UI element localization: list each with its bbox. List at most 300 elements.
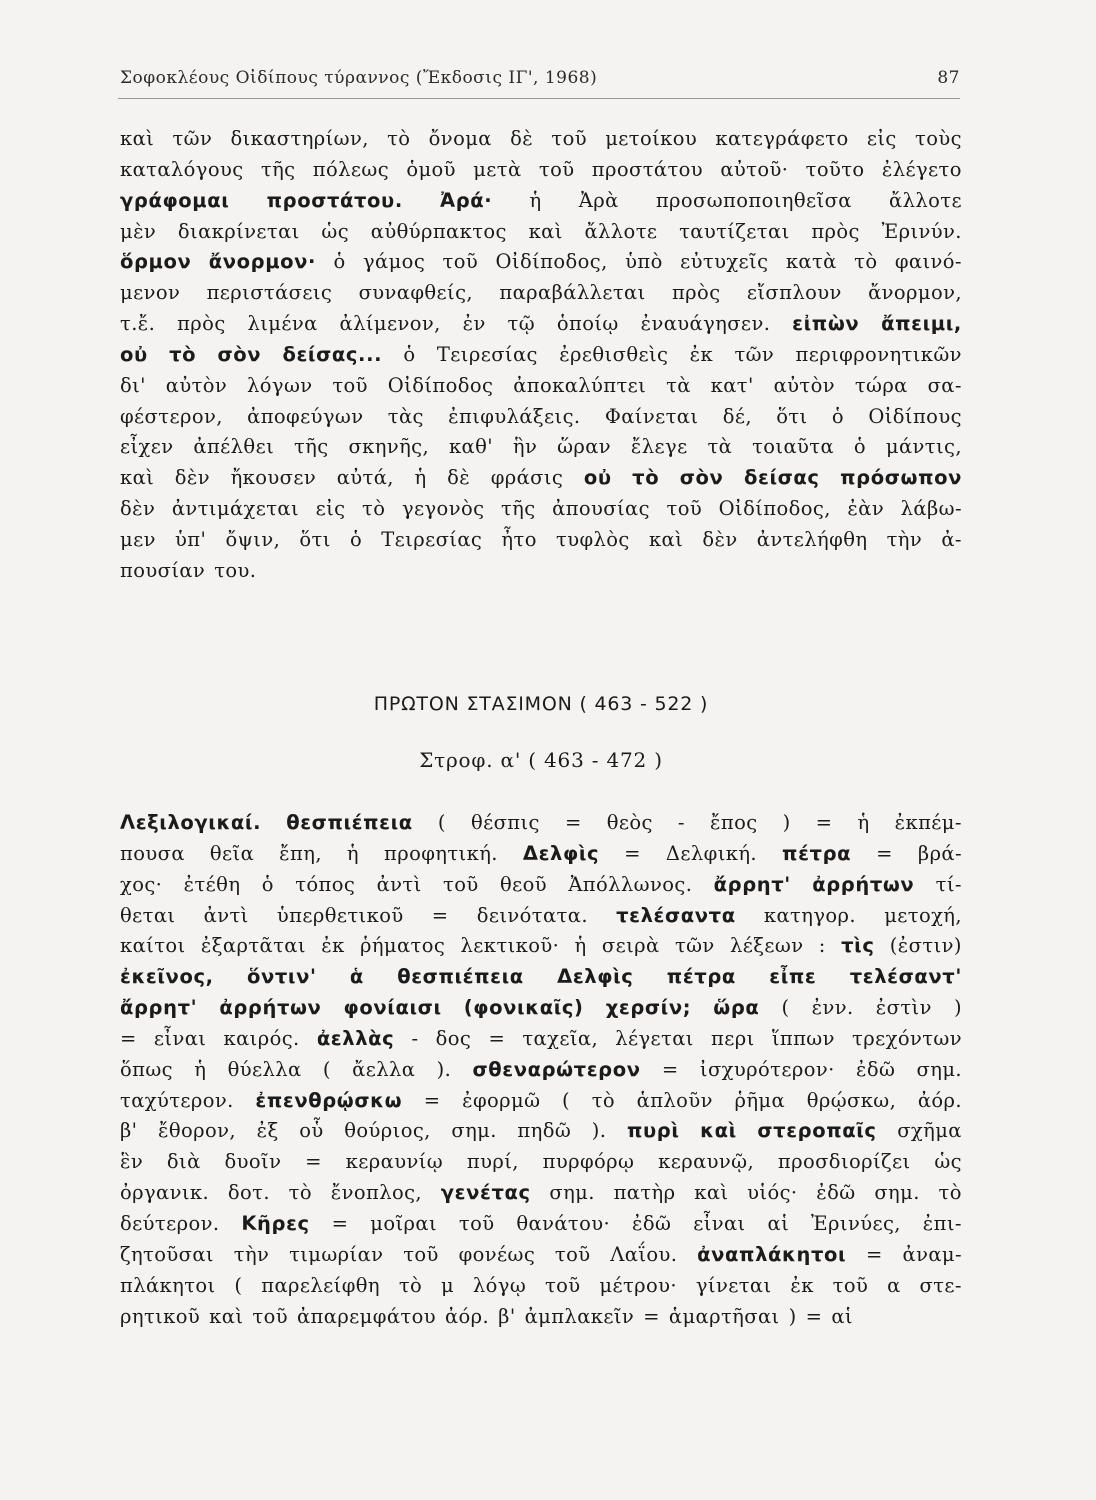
word: ἐξ	[256, 1119, 279, 1143]
word: θρῴσκω,	[806, 1088, 897, 1112]
word: Οἰδίποδος,	[718, 497, 831, 521]
word: παραβάλλεται	[499, 281, 646, 305]
word: ἐπιφυλάξεις.	[448, 404, 581, 428]
word: ἀποκαλύπτει	[513, 373, 647, 397]
word: ἐκ	[321, 934, 345, 958]
lemma-word: ἄρρητ'	[120, 996, 198, 1020]
word: ἀπαρεμφάτου	[296, 1304, 436, 1328]
text-line	[120, 525, 962, 556]
word: ὑπ'	[175, 527, 207, 551]
lemma-word: γράφομαι	[120, 188, 230, 212]
lemma-word: ἁ	[349, 965, 364, 989]
word: τοῦ	[458, 1211, 495, 1235]
word: εἴσπλουν	[746, 281, 842, 305]
word: πυρφόρῳ	[542, 1150, 635, 1174]
word: -	[677, 811, 685, 834]
word: φράσις	[490, 466, 564, 490]
word: παρελείφθη	[261, 1273, 380, 1297]
word: ἁπλοῦν	[636, 1088, 713, 1112]
word: σημ.	[451, 1119, 497, 1143]
word: ἀναμ-	[902, 1242, 962, 1266]
word: σημ.	[549, 1181, 595, 1205]
lemma-word: θεσπιέπεια	[397, 965, 524, 989]
word: ὁ	[261, 872, 274, 896]
lexical-notes-paragraph	[120, 808, 962, 1332]
word: κεραυνῷ,	[658, 1150, 755, 1174]
word: ὁ	[333, 250, 346, 274]
word: ἐρεθισθεὶς	[559, 342, 669, 366]
lemma-word: Δελφὶς	[557, 965, 634, 989]
word: πόλεως	[312, 157, 390, 181]
text-line	[120, 1209, 962, 1240]
word: ἤκουσεν	[230, 466, 317, 490]
word: ἀντὶ	[203, 903, 249, 927]
word: μ	[440, 1273, 455, 1297]
word: =	[488, 1026, 506, 1050]
text-line	[120, 432, 962, 463]
word: ἀποφεύγων	[247, 404, 364, 428]
word: ἡ	[194, 1057, 207, 1081]
lemma-word: προστάτου.	[266, 188, 403, 212]
word: περιστάσεις	[206, 281, 333, 305]
word: τοῦ	[554, 1242, 591, 1266]
lemma-word: Κῆρες	[241, 1211, 310, 1235]
lemma-word: εἰπὼν	[792, 312, 860, 336]
word: θανάτου·	[516, 1211, 611, 1235]
word: ὅπως	[120, 1057, 173, 1081]
lemma-word: Ἀρά·	[440, 188, 493, 212]
text-line	[120, 931, 962, 962]
word: =	[865, 1242, 883, 1266]
strophe-heading: Στροφ. α' ( 463 - 472 )	[419, 748, 663, 772]
word: τῆς	[260, 157, 296, 181]
word: τὰς	[387, 404, 424, 428]
word: καθ'	[448, 435, 493, 459]
word: ἐξαρτᾶται	[200, 934, 306, 958]
word: τοιαῦτα	[752, 435, 835, 459]
word: ρητικοῦ	[120, 1304, 201, 1328]
word: ἀ-	[941, 527, 962, 551]
word: δοτ.	[227, 1181, 270, 1205]
word: αἱ	[767, 1211, 790, 1235]
word: ἁμαρτῆσαι	[668, 1304, 780, 1328]
word: θέσπις	[470, 811, 540, 834]
word: τόπος	[295, 872, 356, 896]
text-line	[120, 1055, 962, 1086]
word: δικαστηρίων,	[230, 127, 369, 150]
lemma-word: τὶς	[841, 934, 875, 958]
word: Δελφική.	[665, 841, 758, 865]
word: τὸ	[591, 1088, 616, 1112]
word: φαινό-	[894, 250, 962, 274]
word: δεινότατα.	[476, 903, 588, 927]
text-line	[120, 808, 962, 839]
lemma-word: οὐ	[583, 466, 612, 490]
word: βρά-	[917, 841, 962, 865]
text-line	[120, 870, 962, 901]
commentary-paragraph	[120, 124, 962, 587]
word: εἰς	[866, 127, 897, 150]
word: μετοχή,	[884, 903, 962, 927]
word: κατηγορ.	[763, 903, 856, 927]
word: καὶ	[120, 127, 155, 150]
word: Οἰδίπους	[868, 404, 962, 428]
text-line	[120, 1116, 962, 1147]
word: ἄλλοτε	[889, 188, 962, 212]
word: ἡ	[857, 811, 870, 834]
word: πρὸς	[671, 281, 721, 305]
word: εἰς	[315, 497, 346, 521]
word: τιμωρίαν	[289, 1242, 384, 1266]
word: θούριος,	[344, 1119, 431, 1143]
lemma-word: πέτρα	[666, 965, 736, 989]
lemma-word: καὶ	[700, 1119, 737, 1143]
text-line	[120, 309, 962, 340]
lemma-word: δείσας...	[282, 342, 383, 366]
word: φέστερον,	[120, 404, 223, 428]
word: σκηνῆς,	[348, 435, 430, 459]
word: πουσίαν	[120, 558, 206, 582]
word: λέγεται	[615, 1026, 694, 1050]
word: =	[431, 903, 449, 927]
text-line	[120, 839, 962, 870]
word: )	[788, 1304, 797, 1328]
word: πουσα	[120, 841, 185, 865]
word: =	[120, 1026, 137, 1050]
text-line	[120, 1302, 962, 1333]
word: τὰ	[707, 435, 733, 459]
word: )	[953, 996, 962, 1020]
word: ἐδῶ	[855, 1057, 896, 1081]
text-line	[120, 1178, 962, 1209]
word: λάβω-	[900, 497, 962, 521]
word: ἰσχυρότερον·	[699, 1057, 835, 1081]
word: ὥραν	[557, 435, 612, 459]
word: ἀντιμάχεται	[171, 497, 300, 521]
word: πυρί,	[466, 1150, 519, 1174]
word: (	[437, 811, 446, 834]
word: ἐναυάγησεν.	[640, 312, 771, 336]
word: διακρίνεται	[177, 219, 300, 243]
text-line	[120, 901, 962, 932]
word: ἐκπέμ-	[894, 811, 962, 834]
lemma-word: ἐπενθρῴσκω	[255, 1088, 403, 1112]
word: τῆς	[500, 497, 536, 521]
word: ἔπη,	[279, 841, 322, 865]
lemma-word: οὐ	[120, 342, 148, 366]
word: Οἰδίποδος	[387, 373, 494, 397]
word: ἡ	[414, 466, 427, 490]
word: τοῦ	[538, 157, 575, 181]
word: Οἰδίποδος,	[495, 250, 608, 274]
word: τί-	[935, 872, 962, 896]
word: :	[818, 934, 826, 958]
word: προσωποποιηθεῖσα	[655, 188, 852, 212]
word: =	[564, 811, 582, 834]
word: του.	[214, 558, 257, 582]
word: ἐκ	[689, 342, 714, 366]
word: β'	[498, 1304, 516, 1328]
word: ἀόρ.	[917, 1088, 962, 1112]
word: κεραυνίῳ	[345, 1150, 444, 1174]
word: α	[887, 1273, 901, 1297]
word: ἣν	[512, 435, 538, 459]
word: θεὸς	[606, 811, 653, 834]
word: ζητοῦσαι	[120, 1242, 214, 1266]
word: τυφλὸς	[556, 527, 630, 551]
word: =	[805, 1304, 823, 1328]
word: πρὸς	[177, 312, 226, 336]
word: οὗ	[299, 1119, 324, 1143]
word: τῶν	[734, 342, 775, 366]
lemma-word: πυρὶ	[626, 1119, 680, 1143]
word: αὐτοῦ·	[720, 157, 789, 181]
word: Τειρεσίας	[381, 527, 483, 551]
word: (	[234, 1273, 243, 1297]
word: ἀντελήφθη	[756, 527, 868, 551]
word: πλάκητοι	[120, 1273, 216, 1297]
word: ὡς	[321, 219, 350, 243]
word: ὑπερθετικοῦ	[276, 903, 404, 927]
word: ἐνν.	[811, 996, 854, 1020]
word: Ἐρινύν.	[881, 219, 962, 243]
word: κατὰ	[785, 250, 837, 274]
word: προσδιορίζει	[777, 1150, 911, 1174]
word: μὲν	[120, 219, 157, 243]
text-line	[120, 402, 962, 433]
word: τοῦ	[443, 872, 479, 896]
section-heading: ΠΡΩΤΟΝ ΣΤΑΣΙΜΟΝ ( 463 - 522 )	[373, 693, 709, 715]
word: εὐτυχεῖς	[680, 250, 769, 274]
word: μετοίκου	[605, 127, 698, 150]
word: δος	[435, 1026, 472, 1050]
lemma-word: σθεναρώτερον	[472, 1057, 641, 1081]
word: στε-	[919, 1273, 962, 1297]
word: κατ'	[710, 373, 754, 397]
word: αὐθύρπακτος	[370, 219, 507, 243]
word: τοῦ	[332, 373, 368, 397]
text-line	[120, 1147, 962, 1178]
word: μενον	[120, 281, 181, 305]
lemma-word: πέτρα	[782, 841, 852, 865]
word: Φαίνεται	[604, 404, 699, 428]
lemma-word: χερσίν;	[605, 996, 692, 1020]
word: ἐφορμῶ	[462, 1088, 541, 1112]
lemma-word: σὸν	[679, 466, 724, 490]
word: λόγων	[247, 373, 313, 397]
word: τὸ	[938, 1181, 962, 1205]
lemma-word: πρόσωπον	[840, 466, 962, 490]
lemma-word: ὥρα	[713, 996, 760, 1020]
word: ).	[436, 1057, 452, 1081]
text-line	[120, 124, 962, 155]
word: προστάτου	[591, 157, 704, 181]
word: τῷ	[507, 312, 536, 336]
word: =	[661, 1057, 679, 1081]
lemma-word: τὸ	[169, 342, 197, 366]
word: ἀόρ.	[444, 1304, 490, 1328]
lemma-word: φονίαισι	[343, 996, 442, 1020]
word: τοῦτο	[805, 157, 865, 181]
lemma-word: ἀελλὰς	[316, 1026, 395, 1050]
word: τῶν	[172, 127, 213, 150]
text-line	[120, 494, 962, 525]
word: γάμος	[362, 250, 426, 274]
word: καὶ	[528, 219, 563, 243]
lemma-word: ὅρμον	[120, 250, 192, 274]
word: ὄψιν,	[225, 527, 281, 551]
word: τὸ	[854, 250, 878, 274]
word: (	[781, 996, 790, 1020]
lemma-word: θεσπιέπεια	[286, 811, 413, 834]
word: σα-	[927, 373, 962, 397]
word: ἔνοπλος,	[330, 1181, 423, 1205]
word: δὲ	[447, 466, 471, 490]
word: εἶναι	[153, 1026, 207, 1050]
text-line	[120, 186, 962, 217]
word: ὁμοῦ	[406, 157, 456, 181]
word: τοῦ	[666, 497, 703, 521]
text-line	[120, 463, 962, 494]
word: )	[782, 811, 791, 834]
word: τοῦ	[403, 1242, 439, 1266]
text-line	[120, 217, 962, 248]
word: διὰ	[166, 1150, 201, 1174]
word: τοῦ	[551, 127, 587, 150]
word: Λαΐου.	[610, 1242, 678, 1266]
word: περι	[711, 1026, 755, 1050]
word: ἡ	[529, 188, 542, 212]
word: μοῖραι	[370, 1211, 437, 1235]
word: θεῖα	[209, 841, 255, 865]
word: συναφθείς,	[358, 281, 474, 305]
word: αἱ	[831, 1304, 853, 1328]
lemma-word: τελέσαντα	[616, 903, 736, 927]
word: ἐδῶ	[631, 1211, 672, 1235]
lemma-word: σὸν	[217, 342, 262, 366]
word: θύελλα	[227, 1057, 302, 1081]
word: καὶ	[209, 1304, 244, 1328]
word: αὐτὸν	[165, 373, 228, 397]
word: ἐπι-	[922, 1211, 962, 1235]
text-line	[120, 1240, 962, 1271]
word: ἐστὶν	[875, 996, 932, 1020]
word: ἔπος	[709, 811, 758, 834]
lemma-word: ἐκεῖνος,	[120, 965, 214, 989]
text-line	[120, 962, 962, 993]
word: σημ.	[916, 1057, 962, 1081]
running-head	[120, 62, 960, 92]
word: τὰ	[666, 373, 691, 397]
word: ἦτο	[501, 527, 537, 551]
word: φονέως	[458, 1242, 536, 1266]
word: ἡ	[574, 934, 587, 958]
word: καὶ	[120, 466, 155, 490]
word: ὁ	[831, 404, 845, 428]
word: ἀμπλακεῖν	[524, 1304, 635, 1328]
word: σημ.	[874, 1181, 920, 1205]
word: μεν	[120, 527, 156, 551]
word: σχῆμα	[897, 1119, 962, 1143]
word: ταυτίζεται	[679, 219, 790, 243]
text-line	[120, 1271, 962, 1302]
word: ἐδῶ	[816, 1181, 856, 1205]
word: μέτρου·	[599, 1273, 678, 1297]
word: ἔθορον,	[158, 1119, 237, 1143]
word: ἐὰν	[847, 497, 885, 521]
word: μετὰ	[473, 157, 522, 181]
word: προφητική.	[384, 841, 498, 865]
word: ἄλλοτε	[584, 219, 658, 243]
text-line	[120, 247, 962, 278]
lemma-word: ἄρρητ'	[713, 872, 791, 896]
word: (	[562, 1088, 571, 1112]
word: (	[322, 1057, 331, 1081]
word: πατὴρ	[613, 1181, 676, 1205]
word: ῥήματος	[359, 934, 446, 958]
word: τὸ	[288, 1181, 312, 1205]
word: λέξεων	[730, 934, 804, 958]
word: μάντις,	[885, 435, 962, 459]
page-number: 87	[937, 68, 960, 88]
word: τὴν	[886, 527, 923, 551]
text-line	[120, 278, 962, 309]
word: ὡς	[934, 1150, 962, 1174]
word: τοῦ	[252, 1304, 288, 1328]
word: ἐκ	[790, 1273, 814, 1297]
word: Ἐρινύες,	[811, 1211, 901, 1235]
lemma-word: Δελφὶς	[522, 841, 600, 865]
text-line	[120, 1024, 962, 1055]
lemma-word: ἀρρήτων	[219, 996, 322, 1020]
word: ἓν	[120, 1150, 144, 1174]
word: τώρα	[854, 373, 908, 397]
word: Ἀρὰ	[578, 188, 619, 212]
word: ).	[591, 1119, 607, 1143]
header-rule	[118, 98, 960, 99]
word: ὁ	[403, 342, 416, 366]
word: δέ,	[722, 404, 752, 428]
word: υἱός·	[747, 1181, 798, 1205]
word: δὲ	[510, 127, 534, 150]
lemma-word: τὸ	[632, 466, 660, 490]
lemma-word: ἄνορμον·	[208, 250, 317, 274]
word: Τειρεσίας	[436, 342, 538, 366]
word: λιμένα	[247, 312, 318, 336]
word: ὅτι	[299, 527, 331, 551]
text-line	[120, 155, 962, 186]
word: τοῦ	[544, 1273, 581, 1297]
word: αὐτά,	[336, 466, 394, 490]
word: ὁ	[853, 435, 867, 459]
word: τ.ἔ.	[120, 312, 156, 336]
word: αὐτὸν	[773, 373, 835, 397]
word: τῆς	[293, 435, 329, 459]
word: λόγῳ	[472, 1273, 527, 1297]
word: ὑπὸ	[625, 250, 663, 274]
word: ἐν	[462, 312, 486, 336]
word: γεγονὸς	[401, 497, 485, 521]
word: σειρὰ	[601, 934, 660, 958]
word: δυοῖν	[224, 1150, 282, 1174]
word: τοῦ	[442, 250, 479, 274]
lemma-word: ὅντιν'	[246, 965, 317, 989]
word: δὲν	[120, 497, 156, 521]
word: =	[876, 841, 893, 865]
word: Ἀπόλλωνος.	[568, 872, 693, 896]
word: καιρός.	[223, 1026, 300, 1050]
word: καὶ	[648, 527, 684, 551]
